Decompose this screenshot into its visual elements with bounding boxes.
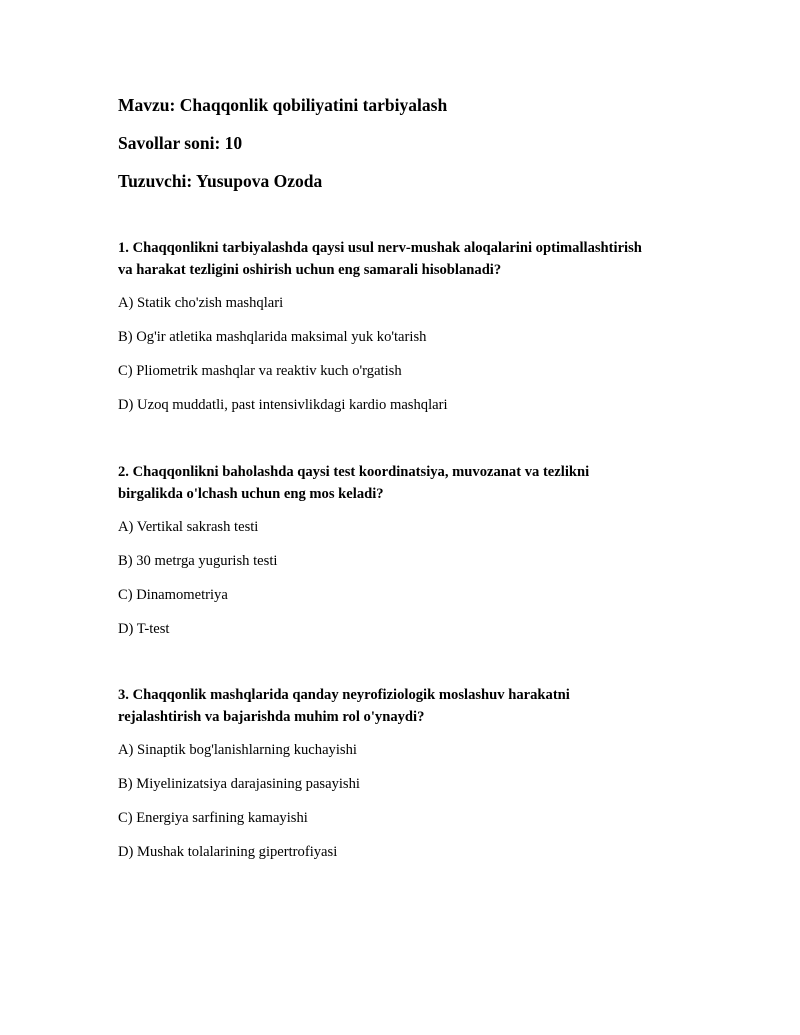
question-2-line-2: birgalikda o'lchash uchun eng mos keladi? (118, 486, 384, 502)
question-2-option-a: A) Vertikal sakrash testi (118, 519, 259, 535)
question-3-line-2: rejalashtirish va bajarishda muhim rol o'ynaydi? (118, 709, 425, 725)
question-2-option-d: D) T-test (118, 621, 170, 637)
question-2 (118, 461, 718, 637)
question-1-text (118, 237, 718, 281)
question-2-line-1: 2. Chaqqonlikni baholashda qaysi test koordinatsiya, muvozanat va tezlikni (118, 464, 590, 480)
topic-heading: Mavzu: Chaqqonlik qobiliyatini tarbiyalash (118, 95, 448, 115)
question-2-option-b: B) 30 metrga yugurish testi (118, 553, 278, 569)
question-2-text (118, 461, 718, 505)
question-1-option-a: A) Statik cho'zish mashqlari (118, 295, 284, 311)
author-line: Tuzuvchi: Yusupova Ozoda (118, 171, 323, 191)
question-1-option-c: C) Pliometrik mashqlar va reaktiv kuch o'rgatish (118, 363, 402, 379)
question-2-option-c: C) Dinamometriya (118, 587, 228, 603)
question-count: Savollar soni: 10 (118, 133, 243, 153)
question-1 (118, 237, 718, 413)
question-1-option-b: B) Og'ir atletika mashqlarida maksimal yuk ko'tarish (118, 329, 427, 345)
question-3-option-b: B) Miyelinizatsiya darajasining pasayishi (118, 776, 360, 792)
question-1-option-d: D) Uzoq muddatli, past intensivlikdagi kardio mashqlari (118, 397, 448, 413)
question-1-line-1: 1. Chaqqonlikni tarbiyalashda qaysi usul nerv-mushak aloqalarini optimallashtirish (118, 240, 642, 256)
question-3 (118, 684, 718, 860)
question-3-option-c: C) Energiya sarfining kamayishi (118, 810, 308, 826)
question-3-option-a: A) Sinaptik bog'lanishlarning kuchayishi (118, 742, 357, 758)
question-3-text (118, 684, 718, 728)
question-3-line-1: 3. Chaqqonlik mashqlarida qanday neyrofiziologik moslashuv harakatni (118, 687, 570, 703)
question-3-option-d: D) Mushak tolalarining gipertrofiyasi (118, 844, 338, 860)
question-1-line-2: va harakat tezligini oshirish uchun eng samarali hisoblanadi? (118, 262, 502, 278)
